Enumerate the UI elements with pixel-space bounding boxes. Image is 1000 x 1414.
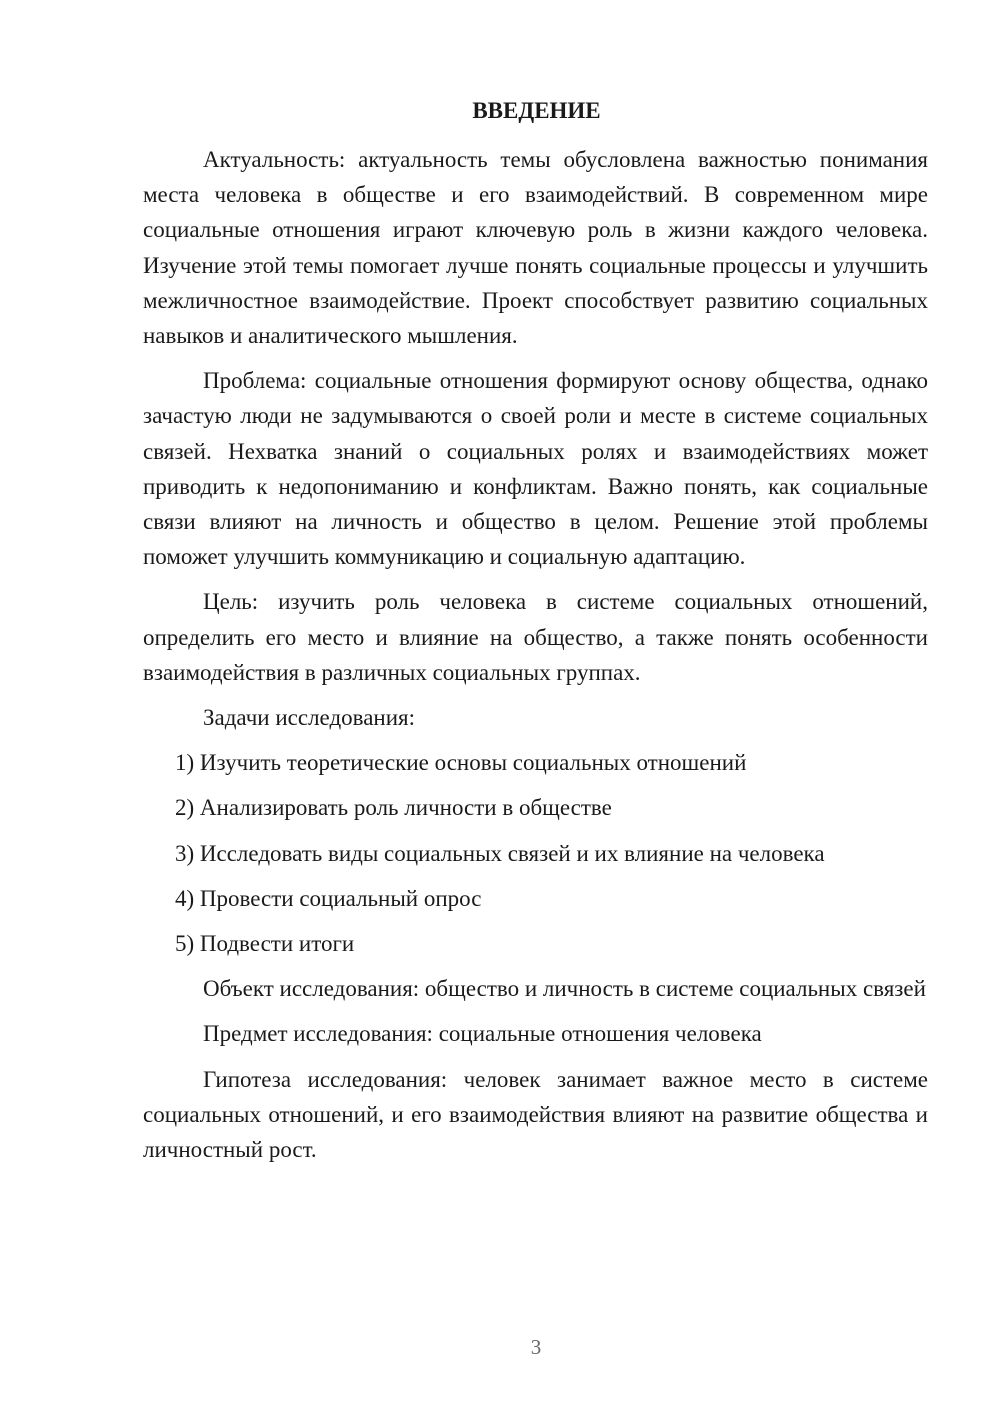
- list-item: 4) Провести социальный опрос: [175, 885, 482, 911]
- paragraph-tasks-heading: Задачи исследования:: [203, 705, 416, 731]
- tasks-list: [143, 745, 928, 961]
- page-number: 3: [530, 1335, 542, 1359]
- section-heading: ВВЕДЕНИЕ: [472, 98, 601, 123]
- list-item: 3) Исследовать виды социальных связей и их влияние на человека: [175, 840, 825, 866]
- paragraph-relevance: Актуальность: актуальность темы обусловлена важностью понимания места человека в обществе и его взаимодействий. В современном мире социальные отношения играют ключевую роль в жизни каждого человека. Изучение этой темы помогает лучше понять социальные процессы и улучшить межличностное взаимодействие. Проект способствует развитию социальных навыков и аналитического мышления.: [143, 147, 928, 349]
- paragraph-goal: Цель: изучить роль человека в системе социальных отношений, определить его место и влияние на общество, а также понять особенности взаимодействия в различных социальных группах.: [143, 589, 928, 685]
- list-item: 5) Подвести итоги: [175, 931, 355, 957]
- paragraph-problem: Проблема: социальные отношения формируют основу общества, однако зачастую люди не задумываются о своей роли и месте в системе социальных связей. Нехватка знаний о социальных ролях и взаимодействиях может приводить к недопониманию и конфликтам. Важно понять, как социальные связи влияют на личность и общество в целом. Решение этой проблемы поможет улучшить коммуникацию и социальную адаптацию.: [143, 368, 928, 570]
- list-item: 1) Изучить теоретические основы социальных отношений: [175, 750, 747, 776]
- paragraph-object: Объект исследования: общество и личность в системе социальных связей: [203, 976, 926, 1002]
- list-item: 2) Анализировать роль личности в обществе: [175, 795, 612, 821]
- paragraph-subject: Предмет исследования: социальные отношения человека: [203, 1021, 762, 1047]
- document-page: [143, 93, 928, 1177]
- paragraph-hypothesis: Гипотеза исследования: человек занимает важное место в системе социальных отношений, и его взаимодействия влияют на развитие общества и личностный рост.: [143, 1066, 928, 1163]
